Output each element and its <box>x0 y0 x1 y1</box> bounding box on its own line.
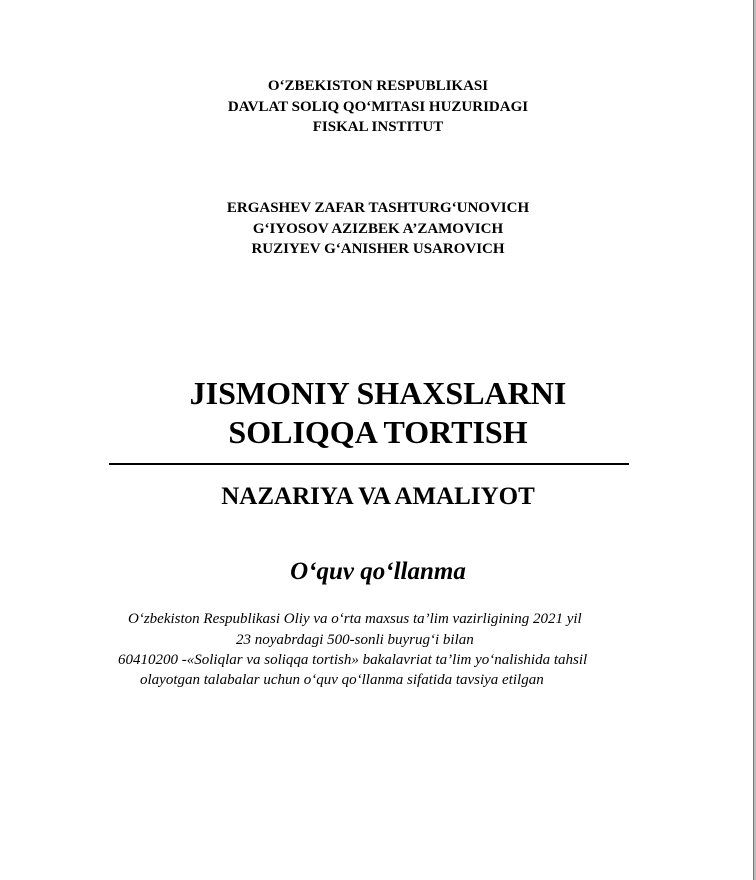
institution-header <box>0 76 756 138</box>
approval-line-2: 23 noyabrdagi 500-sonli buyrug‘i bilan <box>236 632 474 648</box>
book-title-line-1: JISMONIY SHAXSLARNI <box>189 375 567 411</box>
author-name-2: G‘IYOSOV AZIZBEK A’ZAMOVICH <box>252 220 504 237</box>
approval-line-1: O‘zbekiston Respublikasi Oliy va o‘rta maxsus ta’lim vazirligining 2021 yil <box>128 611 582 627</box>
book-title <box>0 374 756 452</box>
book-title-line-2: SOLIQQA TORTISH <box>228 414 528 450</box>
document-type: O‘quv qo‘llanma <box>290 558 466 585</box>
approval-line-4: olayotgan talabalar uchun o‘quv qo‘llanma sifatida tavsiya etilgan <box>140 672 544 688</box>
title-divider <box>109 463 629 465</box>
institution-line-3: FISKAL INSTITUT <box>312 119 444 135</box>
approval-line-3: 60410200 -«Soliqlar va soliqqa tortish» bakalavriat ta’lim yo‘nalishida tahsil <box>118 652 588 668</box>
author-name-1: ERGASHEV ZAFAR TASHTURG‘UNOVICH <box>226 200 530 216</box>
institution-line-1: O‘ZBEKISTON RESPUBLIKASI <box>267 78 489 94</box>
book-subtitle: NAZARIYA VA AMALIYOT <box>221 483 535 510</box>
institution-line-2: DAVLAT SOLIQ QO‘MITASI HUZURIDAGI <box>227 98 529 115</box>
author-name-3: RUZIYEV G‘ANISHER USAROVICH <box>251 241 505 257</box>
author-list <box>0 198 756 260</box>
